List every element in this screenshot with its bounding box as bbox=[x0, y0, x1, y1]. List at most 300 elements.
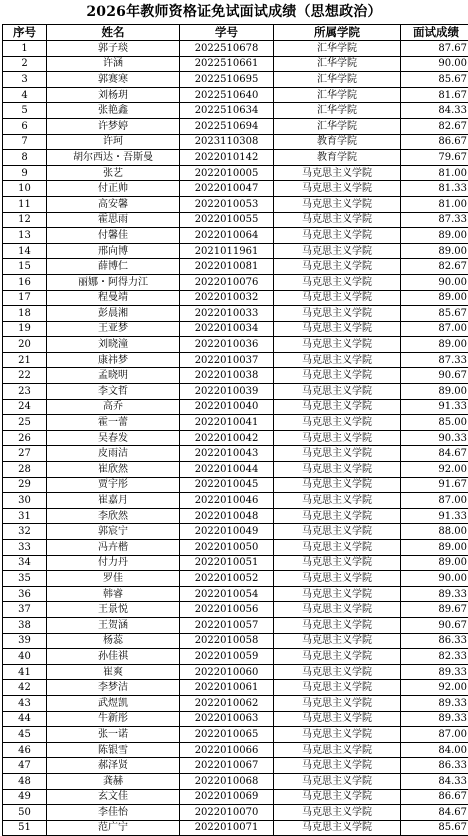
cell-college: 马克思主义学院 bbox=[274, 695, 401, 711]
cell-score: 89.00 bbox=[401, 337, 468, 353]
cell-college: 马克思主义学院 bbox=[274, 820, 401, 836]
cell-name: 刘晓潼 bbox=[47, 337, 180, 353]
table-row bbox=[3, 150, 468, 166]
cell-no: 35 bbox=[3, 571, 47, 587]
cell-score: 85.67 bbox=[401, 820, 468, 836]
cell-college: 汇华学院 bbox=[274, 87, 401, 103]
cell-no: 49 bbox=[3, 789, 47, 805]
cell-score: 87.00 bbox=[401, 321, 468, 337]
cell-college: 马克思主义学院 bbox=[274, 633, 401, 649]
cell-score: 89.00 bbox=[401, 243, 468, 259]
cell-student-id: 2022010048 bbox=[180, 508, 274, 524]
cell-score: 89.33 bbox=[401, 664, 468, 680]
cell-score: 82.67 bbox=[401, 118, 468, 134]
cell-student-id: 2022010069 bbox=[180, 789, 274, 805]
header-score: 面试成绩 bbox=[401, 25, 468, 41]
header-no: 序号 bbox=[3, 25, 47, 41]
cell-no: 39 bbox=[3, 633, 47, 649]
cell-score: 87.33 bbox=[401, 212, 468, 228]
table-row bbox=[3, 368, 468, 384]
cell-college: 马克思主义学院 bbox=[274, 337, 401, 353]
table-row bbox=[3, 290, 468, 306]
cell-score: 87.00 bbox=[401, 493, 468, 509]
cell-name: 王亚梦 bbox=[47, 321, 180, 337]
cell-college: 马克思主义学院 bbox=[274, 540, 401, 556]
cell-student-id: 2022010036 bbox=[180, 337, 274, 353]
table-row bbox=[3, 493, 468, 509]
cell-name: 冯卉楷 bbox=[47, 540, 180, 556]
cell-no: 12 bbox=[3, 212, 47, 228]
document-title: 2026年教师资格证免试面试成绩（思想政治） bbox=[0, 0, 468, 24]
cell-score: 84.67 bbox=[401, 446, 468, 462]
cell-college: 马克思主义学院 bbox=[274, 446, 401, 462]
cell-score: 84.33 bbox=[401, 103, 468, 119]
cell-no: 23 bbox=[3, 384, 47, 400]
cell-no: 42 bbox=[3, 680, 47, 696]
cell-student-id: 2022010066 bbox=[180, 742, 274, 758]
cell-score: 87.67 bbox=[401, 41, 468, 57]
cell-student-id: 2022010034 bbox=[180, 321, 274, 337]
table-row bbox=[3, 56, 468, 72]
cell-college: 马克思主义学院 bbox=[274, 228, 401, 244]
table-row bbox=[3, 695, 468, 711]
cell-score: 86.67 bbox=[401, 789, 468, 805]
cell-student-id: 2022510678 bbox=[180, 41, 274, 57]
cell-college: 马克思主义学院 bbox=[274, 290, 401, 306]
cell-no: 3 bbox=[3, 72, 47, 88]
cell-student-id: 2022010052 bbox=[180, 571, 274, 587]
cell-college: 汇华学院 bbox=[274, 72, 401, 88]
table-row bbox=[3, 462, 468, 478]
cell-no: 21 bbox=[3, 352, 47, 368]
cell-name: 李欣然 bbox=[47, 508, 180, 524]
cell-no: 6 bbox=[3, 118, 47, 134]
table-row bbox=[3, 680, 468, 696]
cell-student-id: 2022010039 bbox=[180, 384, 274, 400]
cell-score: 89.33 bbox=[401, 711, 468, 727]
cell-score: 87.00 bbox=[401, 727, 468, 743]
cell-college: 汇华学院 bbox=[274, 118, 401, 134]
table-row bbox=[3, 773, 468, 789]
cell-no: 22 bbox=[3, 368, 47, 384]
cell-college: 教育学院 bbox=[274, 134, 401, 150]
cell-student-id: 2022010067 bbox=[180, 758, 274, 774]
cell-name: 杨蕊 bbox=[47, 633, 180, 649]
cell-no: 51 bbox=[3, 820, 47, 836]
cell-name: 孟晓明 bbox=[47, 368, 180, 384]
cell-college: 马克思主义学院 bbox=[274, 680, 401, 696]
table-row bbox=[3, 758, 468, 774]
cell-student-id: 2022010046 bbox=[180, 493, 274, 509]
cell-college: 马克思主义学院 bbox=[274, 274, 401, 290]
cell-college: 马克思主义学院 bbox=[274, 617, 401, 633]
cell-no: 44 bbox=[3, 711, 47, 727]
table-row bbox=[3, 212, 468, 228]
cell-student-id: 2022010056 bbox=[180, 602, 274, 618]
cell-name: 许珂 bbox=[47, 134, 180, 150]
cell-college: 马克思主义学院 bbox=[274, 415, 401, 431]
cell-name: 王贺涵 bbox=[47, 617, 180, 633]
table-row bbox=[3, 274, 468, 290]
cell-name: 郭宸宁 bbox=[47, 524, 180, 540]
cell-college: 教育学院 bbox=[274, 150, 401, 166]
cell-no: 31 bbox=[3, 508, 47, 524]
table-row bbox=[3, 118, 468, 134]
cell-college: 马克思主义学院 bbox=[274, 243, 401, 259]
cell-score: 92.00 bbox=[401, 680, 468, 696]
cell-no: 50 bbox=[3, 805, 47, 821]
cell-name: 武煜凯 bbox=[47, 695, 180, 711]
cell-student-id: 2022010070 bbox=[180, 805, 274, 821]
cell-no: 47 bbox=[3, 758, 47, 774]
cell-college: 马克思主义学院 bbox=[274, 508, 401, 524]
cell-student-id: 2022010049 bbox=[180, 524, 274, 540]
cell-no: 30 bbox=[3, 493, 47, 509]
cell-student-id: 2021011961 bbox=[180, 243, 274, 259]
cell-student-id: 2022510695 bbox=[180, 72, 274, 88]
cell-student-id: 2022010054 bbox=[180, 586, 274, 602]
cell-student-id: 2022010005 bbox=[180, 165, 274, 181]
cell-score: 84.67 bbox=[401, 805, 468, 821]
cell-no: 17 bbox=[3, 290, 47, 306]
cell-name: 牛新彤 bbox=[47, 711, 180, 727]
cell-student-id: 2022010047 bbox=[180, 181, 274, 197]
cell-name: 胡尔西达・吾斯曼 bbox=[47, 150, 180, 166]
cell-name: 玄文佳 bbox=[47, 789, 180, 805]
cell-student-id: 2022010058 bbox=[180, 633, 274, 649]
table-row bbox=[3, 165, 468, 181]
cell-name: 吴春发 bbox=[47, 430, 180, 446]
cell-student-id: 2022010059 bbox=[180, 649, 274, 665]
cell-no: 27 bbox=[3, 446, 47, 462]
cell-college: 马克思主义学院 bbox=[274, 524, 401, 540]
cell-college: 马克思主义学院 bbox=[274, 181, 401, 197]
cell-name: 罗佳 bbox=[47, 571, 180, 587]
table-row bbox=[3, 524, 468, 540]
cell-name: 付正帅 bbox=[47, 181, 180, 197]
cell-name: 丽娜・阿得力江 bbox=[47, 274, 180, 290]
cell-college: 马克思主义学院 bbox=[274, 649, 401, 665]
cell-score: 87.33 bbox=[401, 352, 468, 368]
cell-name: 贾宇彤 bbox=[47, 477, 180, 493]
cell-college: 马克思主义学院 bbox=[274, 789, 401, 805]
cell-name: 崔欣然 bbox=[47, 462, 180, 478]
cell-no: 34 bbox=[3, 555, 47, 571]
cell-score: 90.67 bbox=[401, 368, 468, 384]
cell-score: 90.67 bbox=[401, 617, 468, 633]
table-row bbox=[3, 352, 468, 368]
cell-no: 7 bbox=[3, 134, 47, 150]
cell-name: 郝泽贤 bbox=[47, 758, 180, 774]
cell-score: 89.00 bbox=[401, 228, 468, 244]
cell-college: 马克思主义学院 bbox=[274, 742, 401, 758]
cell-name: 郭赛寒 bbox=[47, 72, 180, 88]
cell-name: 高安馨 bbox=[47, 196, 180, 212]
table-row bbox=[3, 321, 468, 337]
cell-student-id: 2022010064 bbox=[180, 228, 274, 244]
cell-no: 33 bbox=[3, 540, 47, 556]
cell-college: 马克思主义学院 bbox=[274, 352, 401, 368]
table-row bbox=[3, 571, 468, 587]
cell-college: 马克思主义学院 bbox=[274, 727, 401, 743]
cell-score: 92.00 bbox=[401, 462, 468, 478]
table-row bbox=[3, 508, 468, 524]
cell-score: 86.33 bbox=[401, 633, 468, 649]
table-row bbox=[3, 727, 468, 743]
cell-no: 25 bbox=[3, 415, 47, 431]
cell-score: 89.00 bbox=[401, 384, 468, 400]
cell-name: 许梦婷 bbox=[47, 118, 180, 134]
cell-name: 韩睿 bbox=[47, 586, 180, 602]
cell-no: 18 bbox=[3, 306, 47, 322]
cell-name: 范广宁 bbox=[47, 820, 180, 836]
cell-no: 28 bbox=[3, 462, 47, 478]
cell-score: 90.00 bbox=[401, 571, 468, 587]
cell-score: 91.33 bbox=[401, 399, 468, 415]
cell-college: 汇华学院 bbox=[274, 41, 401, 57]
table-row bbox=[3, 415, 468, 431]
cell-student-id: 2022510694 bbox=[180, 118, 274, 134]
cell-college: 马克思主义学院 bbox=[274, 306, 401, 322]
cell-name: 霍思雨 bbox=[47, 212, 180, 228]
cell-student-id: 2022010060 bbox=[180, 664, 274, 680]
cell-student-id: 2022010038 bbox=[180, 368, 274, 384]
cell-no: 24 bbox=[3, 399, 47, 415]
table-row bbox=[3, 649, 468, 665]
cell-score: 86.33 bbox=[401, 758, 468, 774]
cell-score: 86.67 bbox=[401, 134, 468, 150]
cell-no: 41 bbox=[3, 664, 47, 680]
cell-student-id: 2022010045 bbox=[180, 477, 274, 493]
cell-score: 91.33 bbox=[401, 508, 468, 524]
table-row bbox=[3, 477, 468, 493]
cell-score: 90.00 bbox=[401, 56, 468, 72]
cell-college: 马克思主义学院 bbox=[274, 664, 401, 680]
table-row bbox=[3, 446, 468, 462]
cell-no: 32 bbox=[3, 524, 47, 540]
table-row bbox=[3, 789, 468, 805]
table-row bbox=[3, 805, 468, 821]
table-row bbox=[3, 306, 468, 322]
header-student-id: 学号 bbox=[180, 25, 274, 41]
table-row bbox=[3, 134, 468, 150]
cell-student-id: 2022510634 bbox=[180, 103, 274, 119]
cell-student-id: 2022010040 bbox=[180, 399, 274, 415]
cell-student-id: 2022010063 bbox=[180, 711, 274, 727]
cell-college: 马克思主义学院 bbox=[274, 586, 401, 602]
cell-no: 40 bbox=[3, 649, 47, 665]
cell-student-id: 2022010142 bbox=[180, 150, 274, 166]
cell-student-id: 2022510640 bbox=[180, 87, 274, 103]
header-name: 姓名 bbox=[47, 25, 180, 41]
table-row bbox=[3, 196, 468, 212]
cell-student-id: 2022010068 bbox=[180, 773, 274, 789]
table-row bbox=[3, 664, 468, 680]
cell-name: 龚赫 bbox=[47, 773, 180, 789]
table-row bbox=[3, 540, 468, 556]
cell-no: 29 bbox=[3, 477, 47, 493]
cell-name: 高乔 bbox=[47, 399, 180, 415]
cell-no: 15 bbox=[3, 259, 47, 275]
cell-name: 陈银雪 bbox=[47, 742, 180, 758]
cell-name: 许涵 bbox=[47, 56, 180, 72]
cell-score: 84.33 bbox=[401, 773, 468, 789]
cell-college: 马克思主义学院 bbox=[274, 196, 401, 212]
cell-name: 程曼靖 bbox=[47, 290, 180, 306]
cell-score: 89.00 bbox=[401, 555, 468, 571]
cell-no: 45 bbox=[3, 727, 47, 743]
cell-student-id: 2022010051 bbox=[180, 555, 274, 571]
table-row bbox=[3, 72, 468, 88]
table-row bbox=[3, 87, 468, 103]
cell-score: 84.00 bbox=[401, 742, 468, 758]
cell-college: 马克思主义学院 bbox=[274, 384, 401, 400]
cell-student-id: 2022010062 bbox=[180, 695, 274, 711]
cell-no: 26 bbox=[3, 430, 47, 446]
cell-college: 马克思主义学院 bbox=[274, 805, 401, 821]
cell-no: 4 bbox=[3, 87, 47, 103]
cell-college: 汇华学院 bbox=[274, 103, 401, 119]
cell-student-id: 2022010050 bbox=[180, 540, 274, 556]
cell-score: 81.00 bbox=[401, 165, 468, 181]
table-row bbox=[3, 633, 468, 649]
cell-college: 马克思主义学院 bbox=[274, 602, 401, 618]
cell-name: 崔爽 bbox=[47, 664, 180, 680]
cell-score: 91.67 bbox=[401, 477, 468, 493]
cell-college: 马克思主义学院 bbox=[274, 477, 401, 493]
cell-score: 85.00 bbox=[401, 415, 468, 431]
cell-name: 李文哲 bbox=[47, 384, 180, 400]
cell-no: 9 bbox=[3, 165, 47, 181]
cell-name: 霍一蕾 bbox=[47, 415, 180, 431]
cell-student-id: 2022010081 bbox=[180, 259, 274, 275]
table-row bbox=[3, 742, 468, 758]
cell-no: 20 bbox=[3, 337, 47, 353]
cell-student-id: 2022010065 bbox=[180, 727, 274, 743]
cell-name: 付力丹 bbox=[47, 555, 180, 571]
cell-score: 85.67 bbox=[401, 72, 468, 88]
table-row bbox=[3, 41, 468, 57]
cell-name: 郭子琰 bbox=[47, 41, 180, 57]
cell-score: 81.67 bbox=[401, 87, 468, 103]
cell-score: 89.33 bbox=[401, 695, 468, 711]
cell-college: 马克思主义学院 bbox=[274, 321, 401, 337]
cell-college: 马克思主义学院 bbox=[274, 212, 401, 228]
cell-no: 43 bbox=[3, 695, 47, 711]
cell-no: 36 bbox=[3, 586, 47, 602]
cell-college: 马克思主义学院 bbox=[274, 165, 401, 181]
cell-no: 14 bbox=[3, 243, 47, 259]
cell-college: 马克思主义学院 bbox=[274, 399, 401, 415]
table-row bbox=[3, 586, 468, 602]
table-row bbox=[3, 555, 468, 571]
cell-score: 82.67 bbox=[401, 259, 468, 275]
cell-student-id: 2022510661 bbox=[180, 56, 274, 72]
cell-no: 2 bbox=[3, 56, 47, 72]
cell-name: 付馨佳 bbox=[47, 228, 180, 244]
cell-college: 汇华学院 bbox=[274, 56, 401, 72]
table-row bbox=[3, 181, 468, 197]
cell-student-id: 2022010043 bbox=[180, 446, 274, 462]
table-row bbox=[3, 430, 468, 446]
cell-no: 48 bbox=[3, 773, 47, 789]
cell-college: 马克思主义学院 bbox=[274, 758, 401, 774]
cell-no: 19 bbox=[3, 321, 47, 337]
header-college: 所属学院 bbox=[274, 25, 401, 41]
cell-no: 38 bbox=[3, 617, 47, 633]
cell-name: 皮雨洁 bbox=[47, 446, 180, 462]
cell-college: 马克思主义学院 bbox=[274, 493, 401, 509]
cell-college: 马克思主义学院 bbox=[274, 462, 401, 478]
cell-college: 马克思主义学院 bbox=[274, 430, 401, 446]
cell-score: 81.00 bbox=[401, 196, 468, 212]
cell-score: 90.00 bbox=[401, 274, 468, 290]
cell-college: 马克思主义学院 bbox=[274, 259, 401, 275]
cell-score: 85.67 bbox=[401, 306, 468, 322]
table-row bbox=[3, 259, 468, 275]
cell-student-id: 2022010057 bbox=[180, 617, 274, 633]
score-table bbox=[2, 24, 468, 836]
cell-name: 王景悦 bbox=[47, 602, 180, 618]
cell-student-id: 2022010053 bbox=[180, 196, 274, 212]
cell-no: 13 bbox=[3, 228, 47, 244]
cell-score: 79.67 bbox=[401, 150, 468, 166]
cell-no: 16 bbox=[3, 274, 47, 290]
cell-no: 11 bbox=[3, 196, 47, 212]
cell-score: 82.33 bbox=[401, 649, 468, 665]
table-row bbox=[3, 384, 468, 400]
table-row bbox=[3, 103, 468, 119]
cell-student-id: 2022010044 bbox=[180, 462, 274, 478]
cell-student-id: 2022010071 bbox=[180, 820, 274, 836]
cell-name: 张艺 bbox=[47, 165, 180, 181]
cell-name: 邢向博 bbox=[47, 243, 180, 259]
cell-college: 马克思主义学院 bbox=[274, 773, 401, 789]
cell-student-id: 2022010042 bbox=[180, 430, 274, 446]
cell-college: 马克思主义学院 bbox=[274, 711, 401, 727]
cell-name: 李佳怡 bbox=[47, 805, 180, 821]
table-row bbox=[3, 602, 468, 618]
cell-no: 46 bbox=[3, 742, 47, 758]
cell-name: 康祎梦 bbox=[47, 352, 180, 368]
cell-name: 李梦洁 bbox=[47, 680, 180, 696]
cell-college: 马克思主义学院 bbox=[274, 555, 401, 571]
table-row bbox=[3, 243, 468, 259]
cell-name: 彭晨湘 bbox=[47, 306, 180, 322]
cell-name: 孙佳祺 bbox=[47, 649, 180, 665]
table-row bbox=[3, 337, 468, 353]
cell-name: 刘杨玥 bbox=[47, 87, 180, 103]
cell-student-id: 2022010037 bbox=[180, 352, 274, 368]
table-row bbox=[3, 228, 468, 244]
cell-name: 薛博仁 bbox=[47, 259, 180, 275]
cell-score: 90.33 bbox=[401, 430, 468, 446]
cell-college: 马克思主义学院 bbox=[274, 571, 401, 587]
table-row bbox=[3, 617, 468, 633]
cell-no: 1 bbox=[3, 41, 47, 57]
cell-no: 5 bbox=[3, 103, 47, 119]
cell-college: 马克思主义学院 bbox=[274, 368, 401, 384]
cell-name: 崔嘉月 bbox=[47, 493, 180, 509]
cell-student-id: 2023110308 bbox=[180, 134, 274, 150]
cell-student-id: 2022010032 bbox=[180, 290, 274, 306]
cell-score: 81.33 bbox=[401, 181, 468, 197]
cell-student-id: 2022010033 bbox=[180, 306, 274, 322]
table-row bbox=[3, 820, 468, 836]
cell-score: 89.00 bbox=[401, 540, 468, 556]
cell-no: 37 bbox=[3, 602, 47, 618]
cell-score: 89.33 bbox=[401, 586, 468, 602]
